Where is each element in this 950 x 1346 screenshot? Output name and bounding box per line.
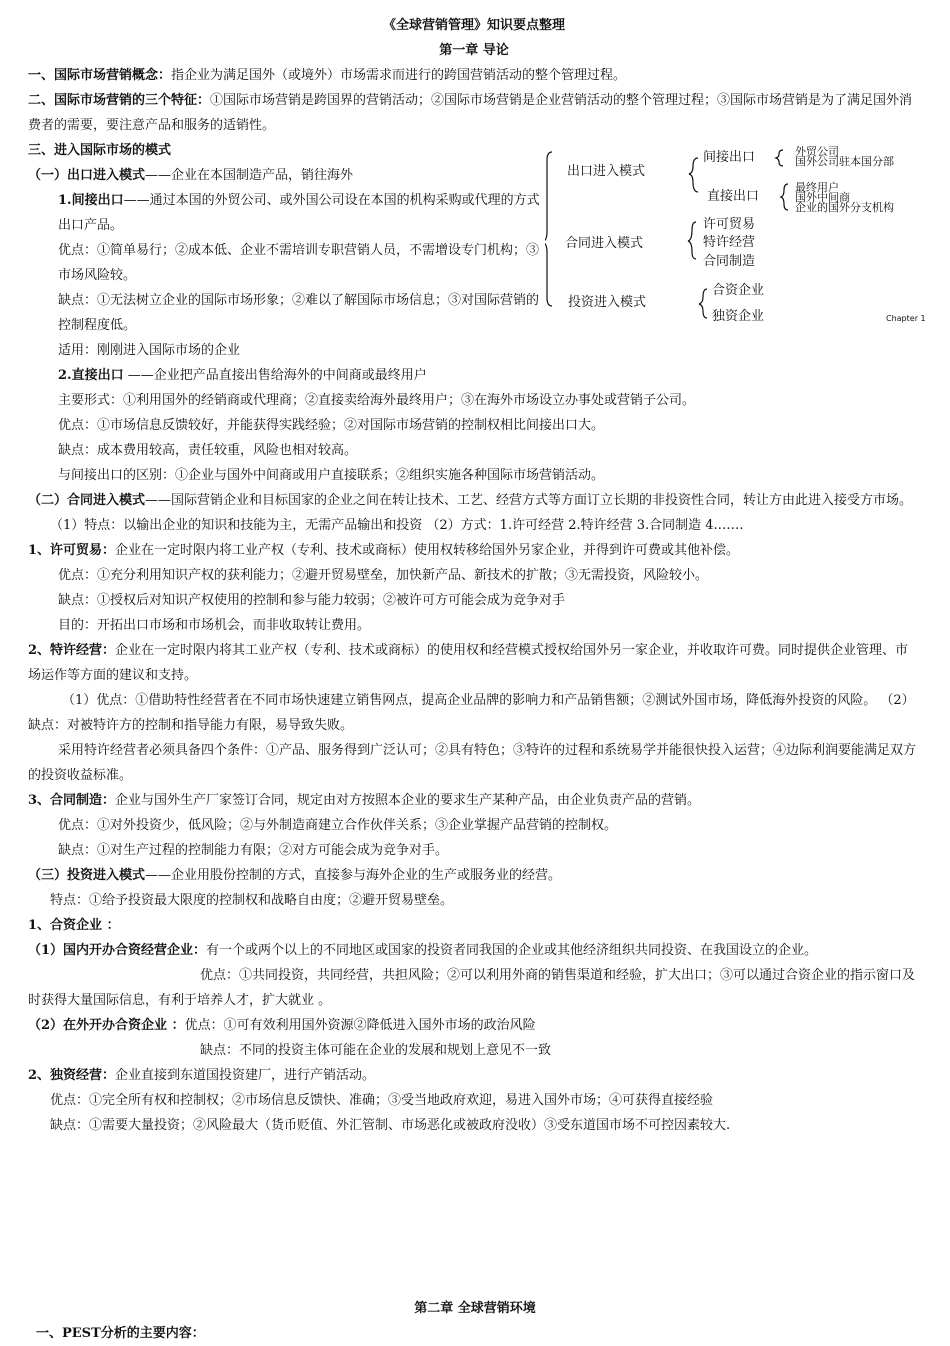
diagram-export-mode: 出口进入模式	[567, 164, 646, 179]
investment-mode-text: ——企业用股份控制的方式，直接参与海外企业的生产或服务业的经营。	[145, 868, 562, 883]
overseas-jv-advantages: 优点：①可有效利用国外资源②降低进入国外市场的政治风险	[184, 1018, 536, 1033]
overseas-jv-disadvantages: 缺点：不同的投资主体可能在企业的发展和规划上意见不一致	[200, 1043, 552, 1058]
diagram-contract-item: 特许经营	[703, 235, 756, 250]
franchising-pros-cons	[28, 688, 920, 738]
sole-venture-advantages: 优点：①完全所有权和控制权；②市场信息反馈快、准确；③受当地政府欢迎，易进入国外市场；④可获得直接经验	[50, 1093, 714, 1108]
contract-manufacturing-def	[28, 788, 920, 813]
export-brace	[689, 158, 698, 192]
diagram-direct-item: 国外中间商	[795, 191, 850, 204]
document-title: 《全球营销管理》知识要点整理	[382, 18, 565, 33]
export-mode-heading: （一）出口进入模式	[28, 168, 146, 183]
investment-mode-def	[28, 863, 920, 888]
contract-mode-def	[28, 488, 920, 513]
direct-export-forms: 主要形式：①利用国外的经销商或代理商；②直接卖给海外最终用户；③在海外市场设立办事处或营销子公司。	[58, 393, 696, 408]
diagram-indirect-item: 外贸公司	[795, 145, 839, 158]
diagram-contract-item: 许可贸易	[703, 217, 756, 232]
sole-venture-text: 企业直接到东道国投资建厂，进行产销活动。	[115, 1068, 376, 1083]
licensing-purpose: 目的：开拓出口市场和市场机会，而非收取转让费用。	[58, 618, 371, 633]
overseas-jv-heading: （2）在外开办合资企业 ：	[28, 1018, 185, 1033]
domestic-jv-advantages	[28, 963, 920, 1013]
direct-export-advantages: 优点：①市场信息反馈较好，并能获得实践经验；②对国际市场营销的控制权相比间接出口大。	[58, 418, 605, 433]
indirect-export-disadvantages: 缺点：①无法树立企业的国际市场形象；②难以了解国际市场信息；③对国际营销的控制程度低。	[58, 293, 540, 333]
diagram-invest-item: 合资企业	[712, 283, 765, 298]
indirect-export-text: ——通过本国的外贸公司、或外国公司设在本国的机构采购或代理的方式出口产品。	[58, 193, 540, 233]
chapter-1-title: 第一章 导论	[439, 43, 509, 58]
indirect-export-block	[28, 188, 540, 338]
domestic-jv-advantages-text: 优点：①共同投资，共同经营，共担风险；②可以利用外商的销售渠道和经验，扩大出口；③可以通过合资企业的指示窗口及时获得大量国际信息，有利于培养人才，扩大就业 。	[28, 968, 916, 1008]
features-text: ①国际市场营销是跨国界的营销活动；②国际市场营销是企业营销活动的整个管理过程；③国际市场营销是为了满足国外消费者的需要，要注意产品和服务的适销性。	[28, 93, 913, 133]
indirect-export-applicable: 适用：刚刚进入国际市场的企业	[58, 343, 241, 358]
direct-export-text: ——企业把产品直接出售给海外的中间商或最终用户	[123, 368, 427, 383]
franchising-text: 企业在一定时限内将其工业产权（专利、技术或商标）的使用权和经营模式授权给国外另一家企业，并收取许可费。同时提供企业管理、市场运作等方面的建议和支持。	[28, 643, 909, 683]
pest-heading: 一、PEST分析的主要内容：	[36, 1326, 205, 1341]
franchising-pros-cons-text: （1）优点：①借助特性经营者在不同市场快速建立销售网点，提高企业品牌的影响力和产品销售额；②测试外国市场，降低海外投资的风险。 （2）缺点：对被特许方的控制和指导能力有限，易导致失败。	[28, 693, 915, 733]
licensing-advantages: 优点：①充分利用知识产权的获利能力；②避开贸易壁垒，加快新产品、新技术的扩散；③无需投资，风险较小。	[58, 568, 709, 583]
joint-venture-heading: 1、合资企业 ：	[28, 918, 120, 933]
diagram-direct-item: 企业的国外分支机构	[795, 201, 894, 214]
chapter-2-title: 第二章 全球营销环境	[414, 1301, 536, 1316]
domestic-jv-text: 有一个或两个以上的不同地区或国家的投资者同我国的企业或其他经济组织共同投资、在我国设立的企业。	[206, 943, 818, 958]
domestic-jv-def	[28, 938, 920, 963]
licensing-text: 企业在一定时限内将工业产权（专利、技术或商标）使用权转移给国外另家企业，并得到许可费或其他补偿。	[115, 543, 740, 558]
contract-mode-heading: （二）合同进入模式	[28, 493, 146, 508]
diagram-direct-export: 直接出口	[707, 189, 760, 204]
features-heading: 二、国际市场营销的三个特征：	[28, 93, 211, 108]
invest-brace	[699, 289, 707, 318]
indirect-export-advantages: 优点：①简单易行；②成本低、企业不需培训专职营销人员，不需增设专门机构；③市场风险较。	[58, 243, 540, 283]
export-mode-text: ——企业在本国制造产品，销往海外	[145, 168, 354, 183]
direct-brace	[781, 184, 788, 210]
domestic-jv-heading: （1）国内开办合资经营企业：	[28, 943, 207, 958]
sole-venture-def	[28, 1063, 920, 1088]
section-features	[28, 88, 920, 138]
overseas-jv-line	[28, 1013, 920, 1038]
franchising-def	[28, 638, 920, 688]
diagram-direct-item: 最终用户	[795, 181, 839, 194]
contract-brace	[688, 222, 696, 259]
contract-mode-features: （1）特点：以输出企业的知识和技能为主，无需产品输出和投资 （2）方式：1.许可经营 2.特许经营 3.合同制造 4.……	[50, 518, 744, 533]
diagram-investment-mode: 投资进入模式	[568, 295, 647, 310]
diagram-contract-item: 合同制造	[703, 254, 756, 269]
licensing-disadvantages: 缺点：①授权后对知识产权使用的控制和参与能力较弱；②被许可方可能会成为竞争对手	[58, 593, 566, 608]
contract-mode-text: ——国际营销企业和目标国家的企业之间在转让技术、工艺、经营方式等方面订立长期的非投资性合同，转让方由此进入接受方市场。	[145, 493, 913, 508]
direct-export-difference: 与间接出口的区别：①企业与国外中间商或用户直接联系；②组织实施各种国际市场营销活动。	[58, 468, 605, 483]
section-entry-modes: 三、进入国际市场的模式	[28, 143, 172, 158]
contract-manufacturing-disadvantages: 缺点：①对生产过程的控制能力有限；②对方可能会成为竞争对手。	[58, 843, 449, 858]
franchising-heading: 2、特许经营：	[28, 643, 116, 658]
concept-text: 指企业为满足国外（或境外）市场需求而进行的跨国营销活动的整个管理过程。	[171, 68, 627, 83]
franchising-conditions-text: 采用特许经营者必须具备四个条件：①产品、服务得到广泛认可；②具有特色；③特许的过程和系统易学并能很快投入运营；④边际利润要能满足双方的投资收益标准。	[28, 743, 917, 783]
investment-mode-features: 特点：①给予投资最大限度的控制权和战略自由度；②避开贸易壁垒。	[50, 893, 454, 908]
direct-export-disadvantages: 缺点：成本费用较高，责任较重，风险也相对较高。	[58, 443, 358, 458]
diagram-indirect-item: 国外公司驻本国分部	[795, 155, 894, 168]
indirect-export-heading: 1.间接出口	[58, 193, 124, 208]
concept-heading: 一、国际市场营销概念：	[28, 68, 172, 83]
diagram-caption: Chapter 1	[886, 314, 926, 323]
indirect-export-def	[28, 188, 540, 238]
investment-mode-heading: （三）投资进入模式	[28, 868, 146, 883]
section-concept	[28, 63, 920, 88]
licensing-def	[28, 538, 920, 563]
entry-mode-diagram	[545, 145, 940, 333]
franchising-conditions	[28, 738, 920, 788]
contract-manufacturing-advantages: 优点：①对外投资少，低风险；②与外制造商建立合作伙伴关系；③企业掌握产品营销的控制权。	[58, 818, 618, 833]
contract-manufacturing-heading: 3、合同制造：	[28, 793, 116, 808]
main-brace	[545, 152, 552, 306]
diagram-indirect-export: 间接出口	[703, 150, 756, 165]
contract-manufacturing-text: 企业与国外生产厂家签订合同，规定由对方按照本企业的要求生产某种产品，由企业负责产品的营销。	[115, 793, 701, 808]
direct-export-heading: 2.直接出口	[58, 368, 124, 383]
diagram-invest-item: 独资企业	[712, 309, 765, 324]
licensing-heading: 1、许可贸易：	[28, 543, 116, 558]
sole-venture-disadvantages: 缺点：①需要大量投资；②风险最大（货币贬值、外汇管制、市场恶化或被政府没收）③受东道国市场不可控因素较大.	[50, 1118, 731, 1133]
indirect-brace	[776, 150, 783, 166]
sole-venture-heading: 2、独资经营：	[28, 1068, 116, 1083]
direct-export-def	[28, 363, 920, 388]
diagram-contract-mode: 合同进入模式	[565, 236, 644, 251]
